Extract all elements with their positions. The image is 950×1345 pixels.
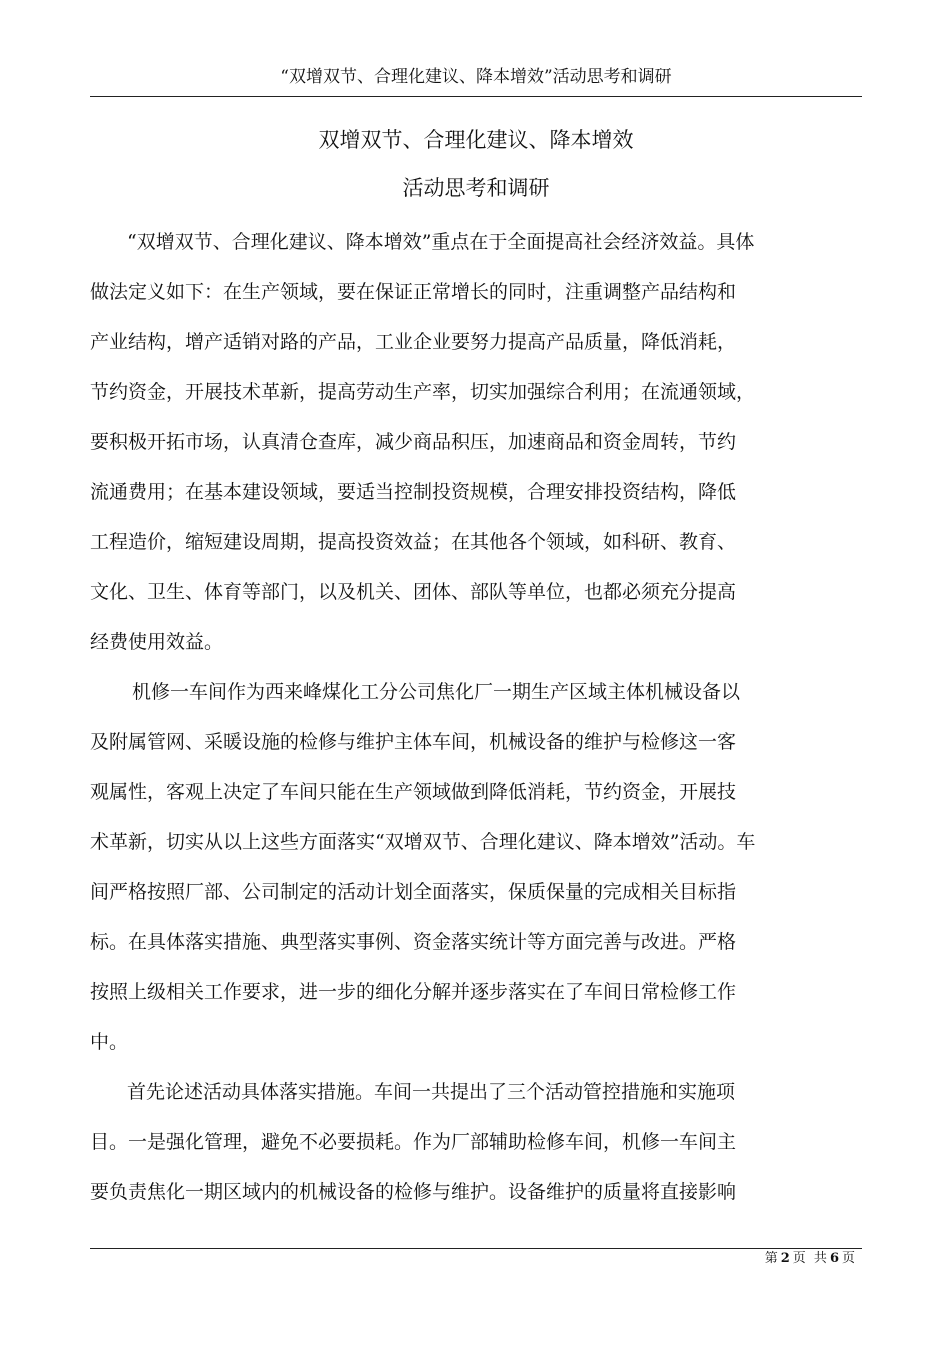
body-line-3: 产业结构，增产适销对路的产品，工业企业要努力提高产品质量，降低消耗， <box>90 331 737 353</box>
footer-prefix: 第 <box>764 1251 778 1266</box>
running-header: “双增双节、合理化建议、降本增效”活动思考和调研 <box>280 67 672 87</box>
document-title-line-2: 活动思考和调研 <box>402 176 550 200</box>
body-line-10: 机修一车间作为西来峰煤化工分公司焦化厂一期生产区域主体机械设备以 <box>132 681 741 703</box>
body-line-18: 首先论述活动具体落实措施。车间一共提出了三个活动管控措施和实施项 <box>127 1081 736 1103</box>
body-line-15: 标。在具体落实措施、典型落实事例、资金落实统计等方面完善与改进。严格 <box>90 931 737 953</box>
body-line-19: 目。一是强化管理，避免不必要损耗。作为厂部辅助检修车间，机修一车间主 <box>90 1131 737 1153</box>
current-page-number: 2 <box>780 1251 790 1266</box>
body-line-20: 要负责焦化一期区域内的机械设备的检修与维护。设备维护的质量将直接影响 <box>90 1181 737 1203</box>
body-line-13: 术革新，切实从以上这些方面落实“双增双节、合理化建议、降本增效”活动。车 <box>90 831 756 853</box>
document-title-line-1: 双增双节、合理化建议、降本增效 <box>318 128 634 152</box>
page-number-footer <box>765 1250 855 1268</box>
header-divider <box>90 96 862 97</box>
body-line-9: 经费使用效益。 <box>90 631 224 653</box>
total-page-count: 6 <box>829 1251 839 1266</box>
footer-divider <box>90 1248 862 1249</box>
body-line-16: 按照上级相关工作要求，进一步的细化分解并逐步落实在了车间日常检修工作 <box>90 981 737 1003</box>
footer-middle: 页 共 <box>792 1251 827 1266</box>
body-line-1: “双增双节、合理化建议、降本增效”重点在于全面提高社会经济效益。具体 <box>127 231 755 253</box>
body-line-5: 要积极开拓市场，认真清仓查库，减少商品积压，加速商品和资金周转，节约 <box>90 431 737 453</box>
body-line-11: 及附属管网、采暖设施的检修与维护主体车间，机械设备的维护与检修这一客 <box>90 731 737 753</box>
body-line-8: 文化、卫生、体育等部门，以及机关、团体、部队等单位，也都必须充分提高 <box>90 581 737 603</box>
body-line-7: 工程造价，缩短建设周期，提高投资效益；在其他各个领域，如科研、教育、 <box>90 531 737 553</box>
body-line-2: 做法定义如下：在生产领域，要在保证正常增长的同时，注重调整产品结构和 <box>90 281 737 303</box>
footer-suffix: 页 <box>841 1251 855 1266</box>
body-line-14: 间严格按照厂部、公司制定的活动计划全面落实，保质保量的完成相关目标指 <box>90 881 737 903</box>
body-line-12: 观属性，客观上决定了车间只能在生产领域做到降低消耗，节约资金，开展技 <box>90 781 737 803</box>
body-line-17: 中。 <box>90 1031 129 1053</box>
body-line-6: 流通费用；在基本建设领域，要适当控制投资规模，合理安排投资结构，降低 <box>90 481 737 503</box>
body-line-4: 节约资金，开展技术革新，提高劳动生产率，切实加强综合利用；在流通领域， <box>90 381 756 403</box>
